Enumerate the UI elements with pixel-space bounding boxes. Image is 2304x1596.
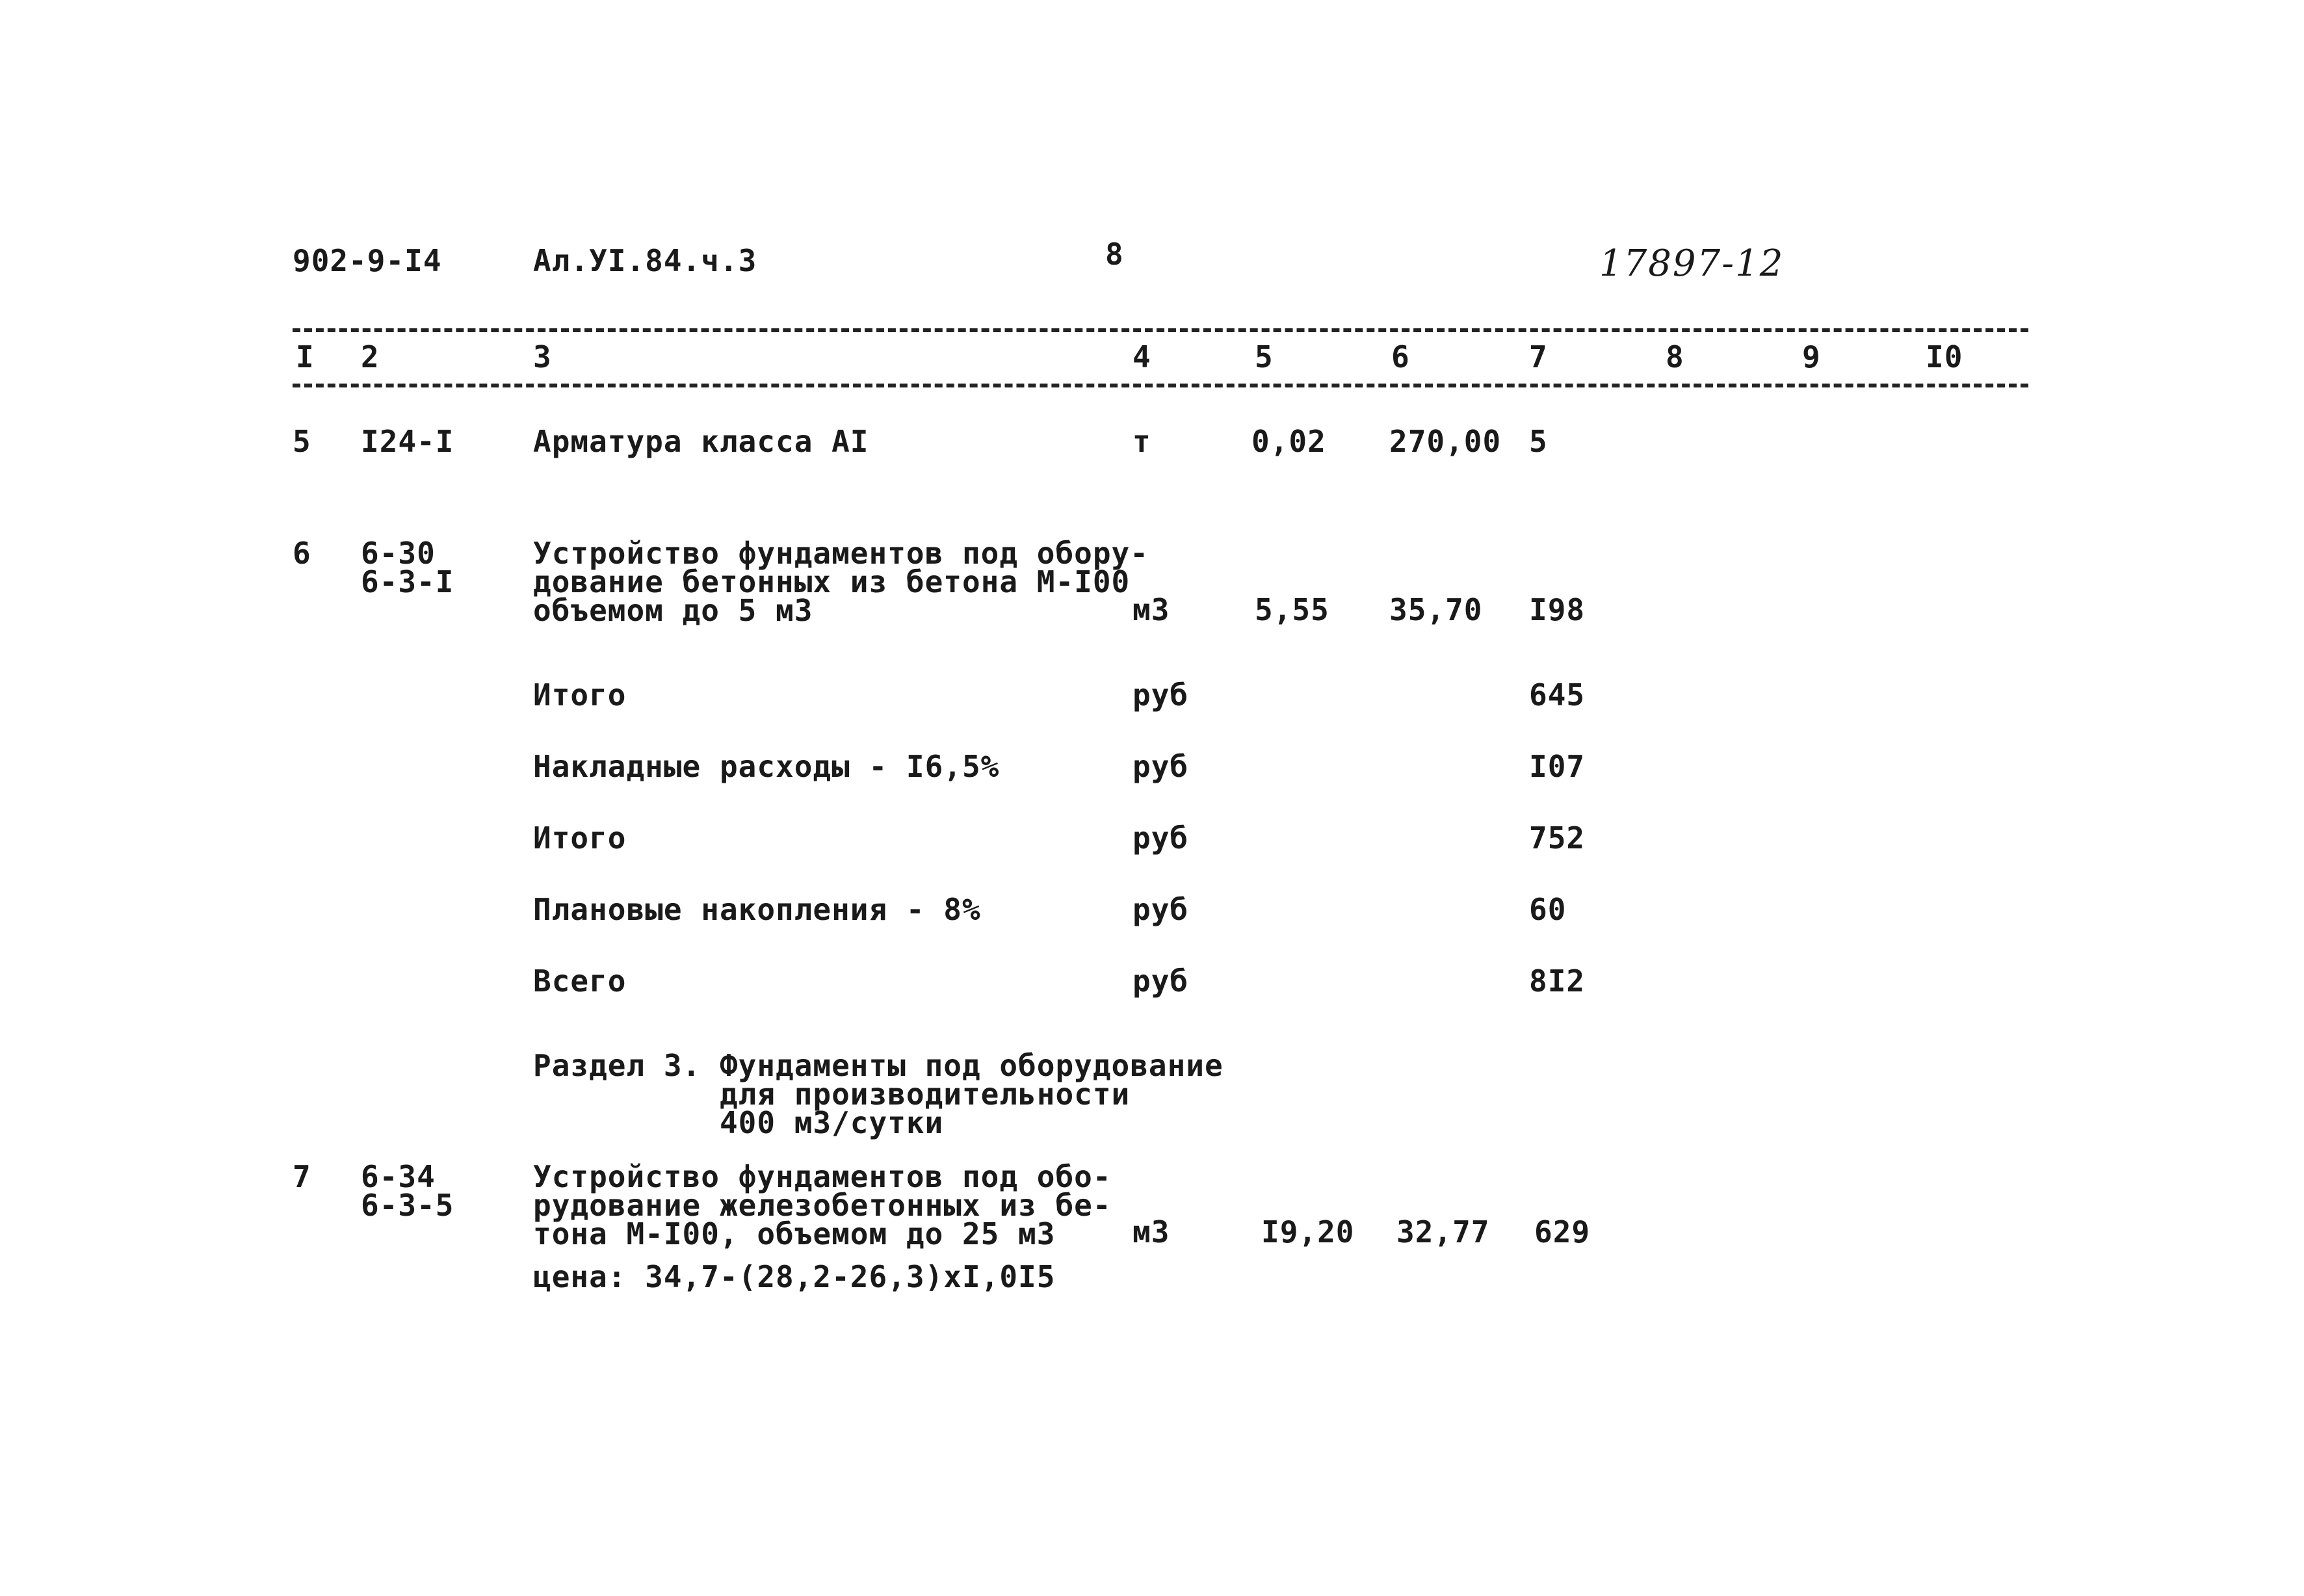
quantity: 0,02 (1251, 424, 1326, 459)
item-description-line: рудование железобетонных из бе- (533, 1188, 1112, 1223)
column-header-8: 8 (1666, 339, 1684, 374)
rate-code: I24-I (361, 424, 454, 459)
column-header-7: 7 (1529, 339, 1548, 374)
summary-label: Итого (533, 677, 627, 713)
column-header-5: 5 (1255, 339, 1274, 374)
item-description-line: Устройство фундаментов под обору- (533, 536, 1149, 571)
summary-label: Всего (533, 963, 627, 999)
summary-total: 645 (1529, 677, 1586, 713)
item-description-line: тона М-I00, объемом до 25 м3 (533, 1216, 1056, 1251)
unit-price: 270,00 (1389, 424, 1502, 459)
quantity: I9,20 (1261, 1214, 1355, 1249)
price-note: цена: 34,7-(28,2-26,3)хI,0I5 (533, 1259, 1056, 1294)
summary-total: I07 (1529, 749, 1586, 784)
column-header-6: 6 (1391, 339, 1410, 374)
total-cost: I98 (1529, 592, 1586, 627)
quantity: 5,55 (1255, 592, 1329, 627)
summary-label: Итого (533, 820, 627, 856)
summary-label: Плановые накопления - 8% (533, 892, 981, 927)
item-description-line: дование бетонных из бетона М-I00 (533, 564, 1131, 599)
album-reference: Ал.УI.84.ч.3 (533, 243, 757, 278)
rate-code: 6-34 (361, 1159, 436, 1194)
section-heading-line: Раздел 3. Фундаменты под оборудование (533, 1048, 1224, 1083)
total-cost: 5 (1529, 424, 1548, 459)
section-heading-line: для производительности (533, 1077, 1131, 1112)
summary-total: 752 (1529, 820, 1586, 856)
summary-unit: руб (1132, 749, 1189, 784)
row-number: 5 (293, 424, 311, 459)
rate-code: 6-30 (361, 536, 436, 571)
column-header-10: I0 (1926, 339, 1963, 374)
section-heading-line: 400 м3/сутки (533, 1105, 944, 1140)
summary-total: 60 (1529, 892, 1567, 927)
rate-code: 6-3-I (361, 564, 454, 599)
column-header-9: 9 (1802, 339, 1821, 374)
rate-code: 6-3-5 (361, 1188, 454, 1223)
row-number: 6 (293, 536, 311, 571)
column-header-1: I (296, 339, 315, 374)
item-description: Арматура класса AI (533, 424, 869, 459)
header-rule-top (293, 328, 2028, 332)
column-header-2: 2 (361, 339, 380, 374)
summary-total: 8I2 (1529, 963, 1586, 999)
page-number: 8 (1105, 237, 1124, 272)
doc-code: 902-9-I4 (293, 243, 442, 278)
handwritten-number: 17897-12 (1599, 242, 1785, 285)
unit-price: 32,77 (1396, 1214, 1490, 1249)
summary-unit: руб (1132, 892, 1189, 927)
summary-unit: руб (1132, 820, 1189, 856)
column-header-3: 3 (533, 339, 552, 374)
total-cost: 629 (1534, 1214, 1591, 1249)
item-description-line: Устройство фундаментов под обо- (533, 1159, 1112, 1194)
row-number: 7 (293, 1159, 311, 1194)
unit-price: 35,70 (1389, 592, 1483, 627)
column-header-4: 4 (1132, 339, 1151, 374)
summary-unit: руб (1132, 963, 1189, 999)
unit: т (1132, 424, 1151, 459)
summary-label: Накладные расходы - I6,5% (533, 749, 1000, 784)
item-description-line: объемом до 5 м3 (533, 593, 813, 628)
unit: м3 (1132, 592, 1170, 627)
unit: м3 (1132, 1214, 1170, 1249)
header-rule-bottom (293, 384, 2028, 387)
summary-unit: руб (1132, 677, 1189, 713)
